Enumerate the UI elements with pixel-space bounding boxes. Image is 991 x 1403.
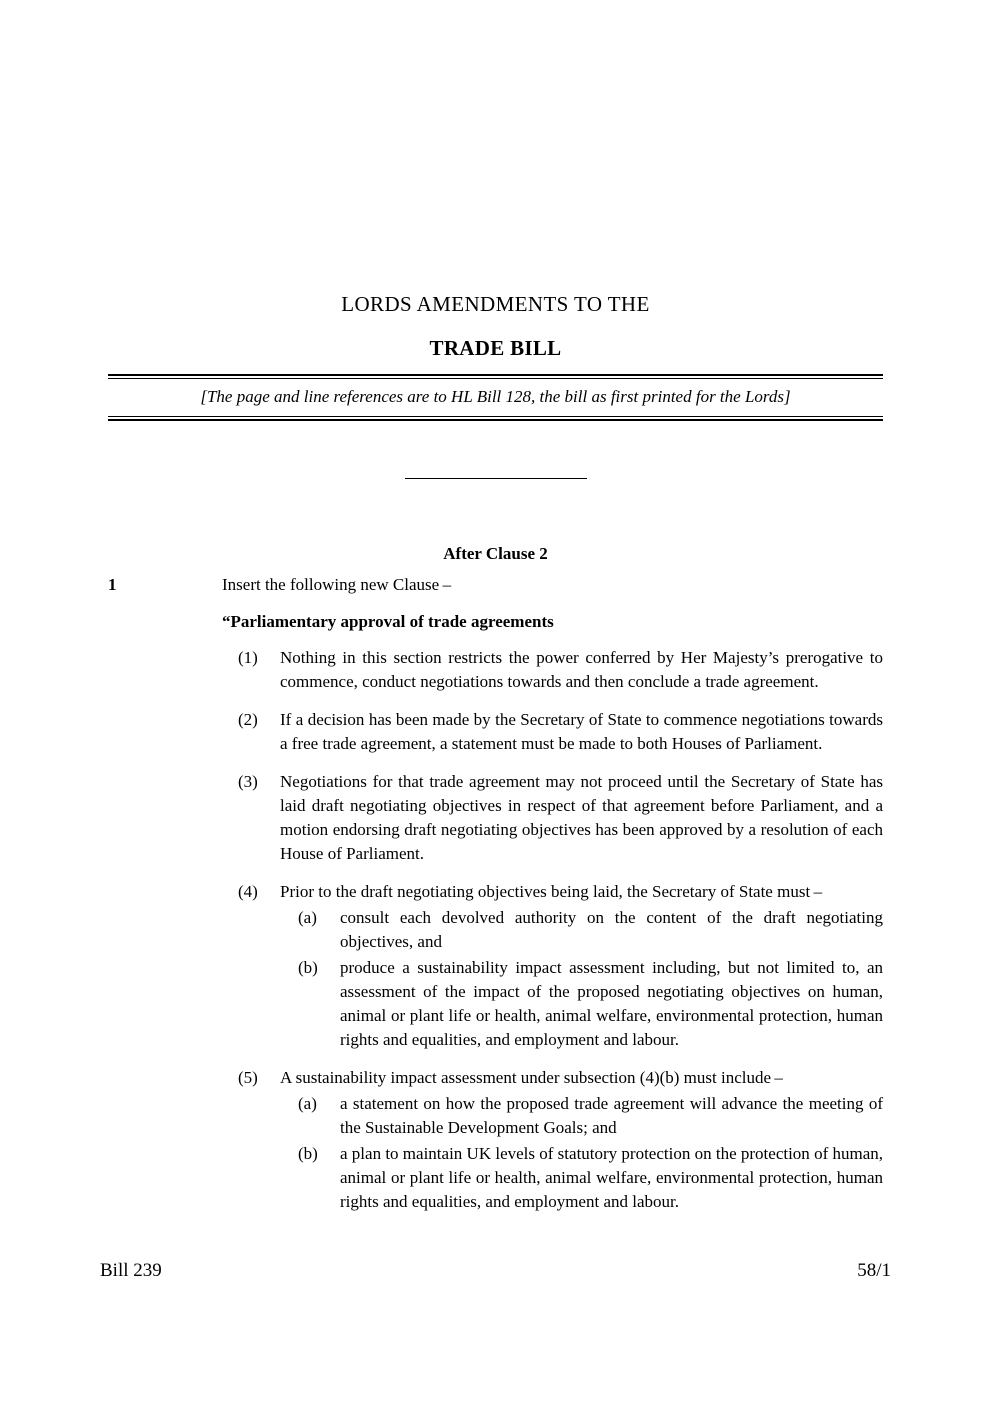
subsection-item-text: consult each devolved authority on the content of the draft negotiating objectives, and [340,908,883,951]
subsection-item-list [280,906,883,1052]
subsection-marker: (2) [238,710,258,729]
subsection-item-text: produce a sustainability impact assessment including, but not limited to, an assessment of the impact of the proposed negotiating objectives on human, animal or plant life or health, animal welfare, environmental protection, human rights and equalities, and employment and labour. [340,958,883,1049]
amendment-number: 1 [108,575,117,594]
subsection-marker: (1) [238,648,258,667]
subsection-item [280,1142,883,1214]
subsection-text: A sustainability impact assessment under subsection (4)(b) must include – [280,1068,783,1087]
section-divider-rule [405,478,587,479]
section-heading: After Clause 2 [443,544,548,563]
footer-bill-number: Bill 239 [100,1260,162,1281]
reference-note: [The page and line references are to HL Bill 128, the bill as first printed for the Lords] [200,387,791,406]
subsection-list [108,646,883,1214]
subsection-marker: (3) [238,772,258,791]
subsection-text: If a decision has been made by the Secretary of State to commence negotiations towards a free trade agreement, a statement must be made to both Houses of Parliament. [280,710,883,753]
amendment-block [108,573,883,1228]
reference-note-block [108,374,883,421]
subsection-item-marker: (b) [298,1144,318,1163]
subsection-item [280,956,883,1052]
subsection-item [280,1092,883,1140]
subsection-item-text: a plan to maintain UK levels of statutory protection on the protection of human, animal or plant life or health, animal welfare, environmental protection, human rights and equalities, and employment and labour. [340,1144,883,1211]
subsection-text: Negotiations for that trade agreement may not proceed until the Secretary of State has laid draft negotiating objectives in respect of that agreement before Parliament, and a motion endorsing draft negotiating objectives has been approved by a resolution of each House of Parliament. [280,772,883,863]
subsection-item-text: a statement on how the proposed trade agreement will advance the meeting of the Sustainable Development Goals; and [340,1094,883,1137]
subsection-item-marker: (b) [298,958,318,977]
subsection-item-marker: (a) [298,908,317,927]
amendment-instruction: Insert the following new Clause – [222,575,452,594]
subsection [108,708,883,756]
footer-page-reference: 58/1 [857,1260,891,1281]
subsection-marker: (4) [238,882,258,901]
subsection-item [280,906,883,954]
subsection-marker: (5) [238,1068,258,1087]
subsection [108,646,883,694]
document-title-line-1: LORDS AMENDMENTS TO THE [341,292,650,316]
subsection [108,1066,883,1214]
subsection [108,770,883,866]
clause-title: “Parliamentary approval of trade agreements [222,612,554,631]
page-footer [100,1258,891,1284]
subsection [108,880,883,1052]
rule-bottom [108,416,883,421]
subsection-text: Prior to the draft negotiating objectives being laid, the Secretary of State must – [280,882,823,901]
document-title-line-2: TRADE BILL [429,336,562,360]
subsection-item-list [280,1092,883,1214]
subsection-item-marker: (a) [298,1094,317,1113]
amendment-header [108,573,883,597]
subsection-text: Nothing in this section restricts the power conferred by Her Majesty’s prerogative to commence, conduct negotiations towards and then conclude a trade agreement. [280,648,883,691]
document-title-block [108,290,883,362]
